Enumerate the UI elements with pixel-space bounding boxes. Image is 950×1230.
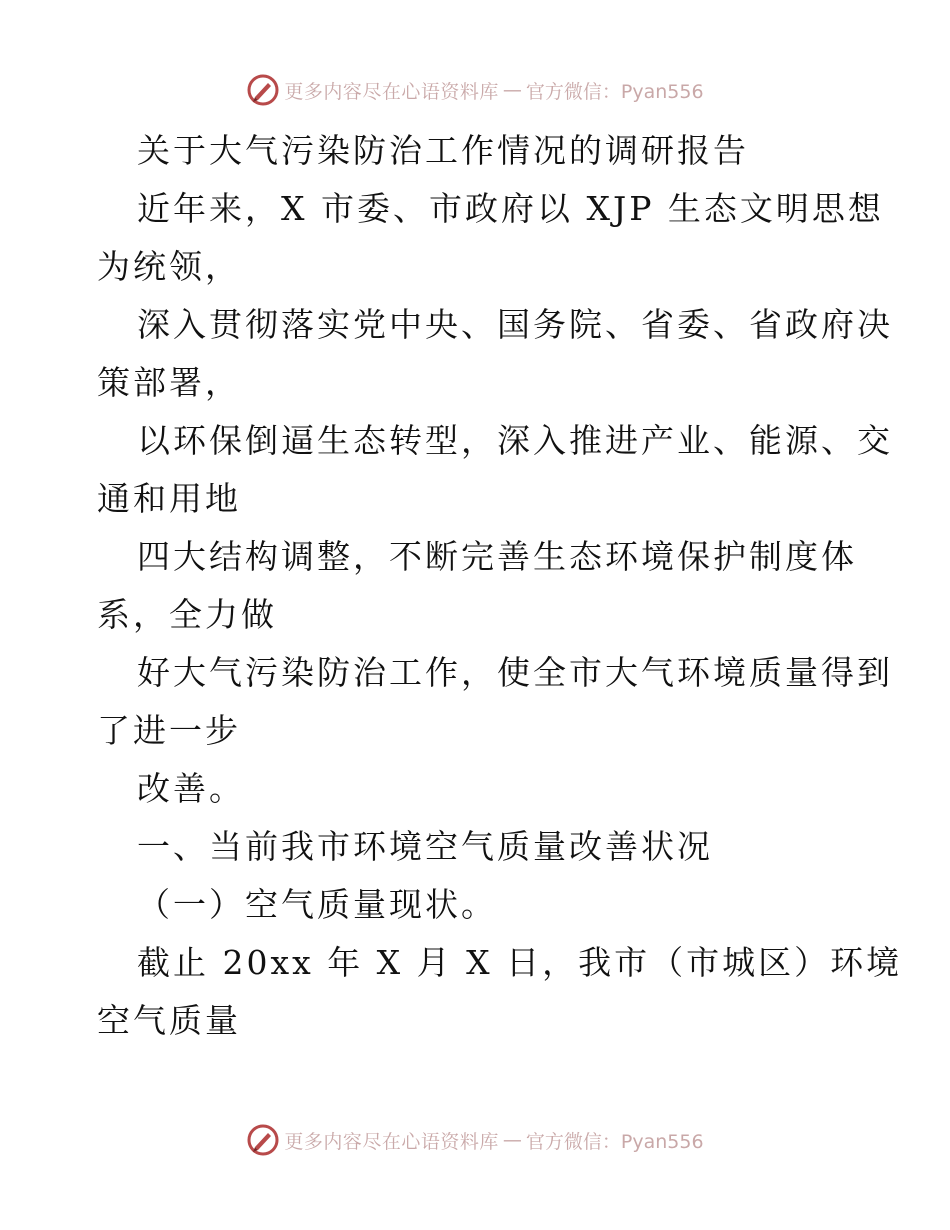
paragraph-line: 为统领， — [97, 247, 241, 286]
watermark-text: 更多内容尽在心语资料库 — [284, 1130, 499, 1153]
paragraph-line: 改善。 — [137, 769, 245, 808]
paragraph-line: 系，全力做 — [97, 595, 277, 634]
footer-watermark — [0, 1120, 950, 1160]
section-heading: 一、当前我市环境空气质量改善状况 — [137, 827, 713, 866]
paragraph-line: 近年来，X 市委、市政府以 XJP 生态文明思想 — [137, 189, 884, 228]
watermark-text: 更多内容尽在心语资料库 — [284, 80, 499, 103]
header-watermark — [0, 70, 950, 110]
paragraph-line: 策部署， — [97, 363, 241, 402]
watermark-dash: — — [502, 79, 522, 101]
paragraph-line: 了进一步 — [97, 711, 241, 750]
watermark-dash: — — [502, 1129, 522, 1151]
watermark-wechat: 官方微信：Pyan556 — [525, 80, 704, 103]
pen-logo-icon — [246, 73, 280, 107]
paragraph-line: 好大气污染防治工作，使全市大气环境质量得到 — [137, 653, 893, 692]
paragraph-line: 空气质量 — [97, 1001, 241, 1040]
paragraph-line: 以环保倒逼生态转型，深入推进产业、能源、交 — [137, 421, 893, 460]
document-body — [97, 122, 903, 1050]
subsection-heading: （一）空气质量现状。 — [137, 885, 497, 924]
watermark-wechat: 官方微信：Pyan556 — [525, 1130, 704, 1153]
paragraph-line: 深入贯彻落实党中央、国务院、省委、省政府决 — [137, 305, 893, 344]
pen-logo-icon — [246, 1123, 280, 1157]
document-title: 关于大气污染防治工作情况的调研报告 — [137, 131, 749, 170]
paragraph-line: 通和用地 — [97, 479, 241, 518]
paragraph-line: 截止 20xx 年 X 月 X 日，我市（市城区）环境 — [137, 943, 903, 982]
paragraph-line: 四大结构调整，不断完善生态环境保护制度体 — [137, 537, 857, 576]
